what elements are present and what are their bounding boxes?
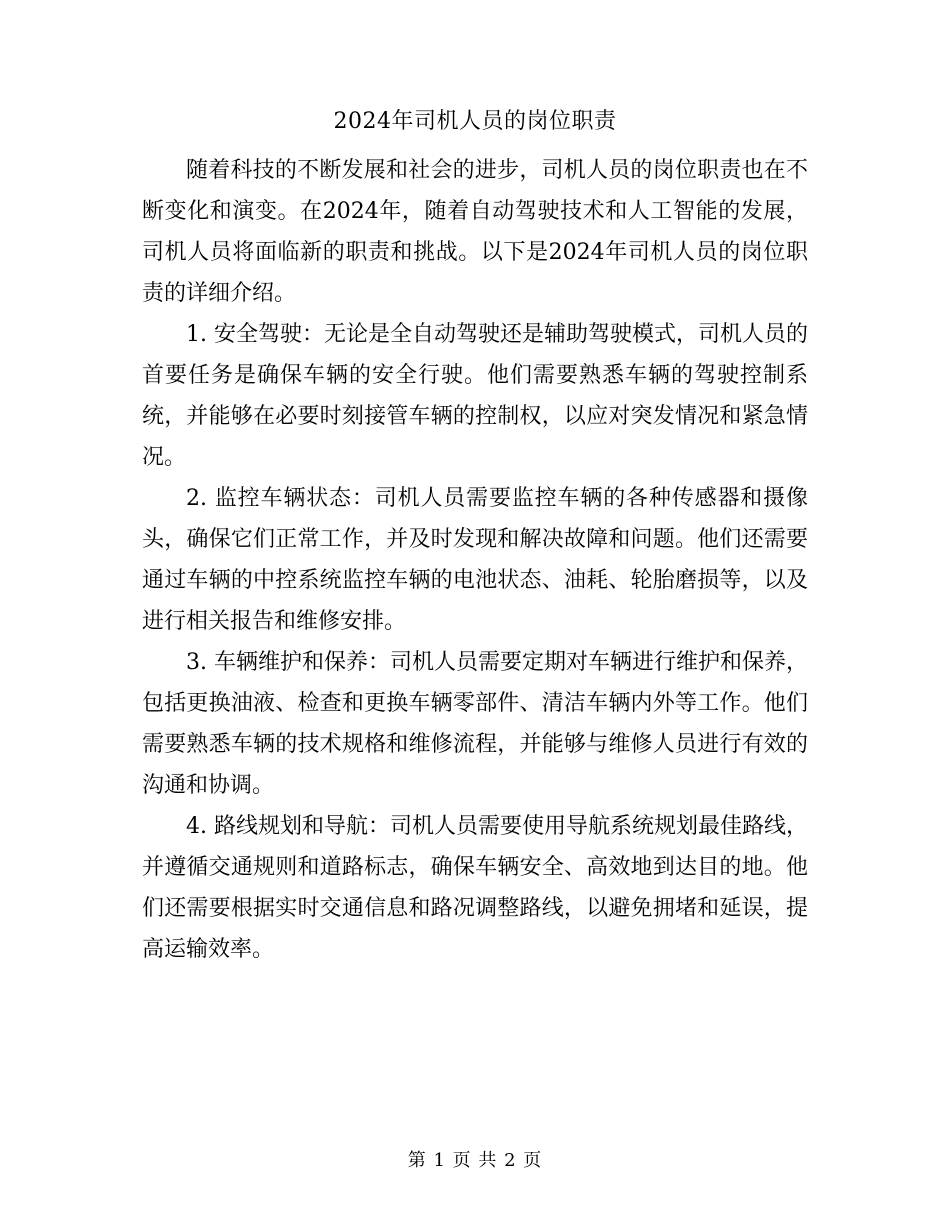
document-body [142, 150, 808, 970]
page-footer: 第 1 页 共 2 页 [407, 1150, 543, 1171]
paragraph-item-4: 4. 路线规划和导航：司机人员需要使用导航系统规划最佳路线，并遵循交通规则和道路标志，确保车辆安全、高效地到达目的地。他们还需要根据实时交通信息和路况调整路线，以避免拥堵和延误，提高运输效率。 [142, 814, 808, 962]
document-title: 2024年司机人员的岗位职责 [333, 109, 617, 134]
paragraph-intro: 随着科技的不断发展和社会的进步，司机人员的岗位职责也在不断变化和演变。在2024年，随着自动驾驶技术和人工智能的发展，司机人员将面临新的职责和挑战。以下是2024年司机人员的岗位职责的详细介绍。 [142, 158, 808, 306]
paragraph-item-3: 3. 车辆维护和保养：司机人员需要定期对车辆进行维护和保养，包括更换油液、检查和更换车辆零部件、清洁车辆内外等工作。他们需要熟悉车辆的技术规格和维修流程，并能够与维修人员进行有效的沟通和协调。 [142, 650, 808, 798]
paragraph-item-1: 1. 安全驾驶：无论是全自动驾驶还是辅助驾驶模式，司机人员的首要任务是确保车辆的安全行驶。他们需要熟悉车辆的驾驶控制系统，并能够在必要时刻接管车辆的控制权，以应对突发情况和紧急情况。 [142, 322, 808, 470]
paragraph-item-2: 2. 监控车辆状态：司机人员需要监控车辆的各种传感器和摄像头，确保它们正常工作，并及时发现和解决故障和问题。他们还需要通过车辆的中控系统监控车辆的电池状态、油耗、轮胎磨损等，以及进行相关报告和维修安排。 [142, 486, 808, 634]
